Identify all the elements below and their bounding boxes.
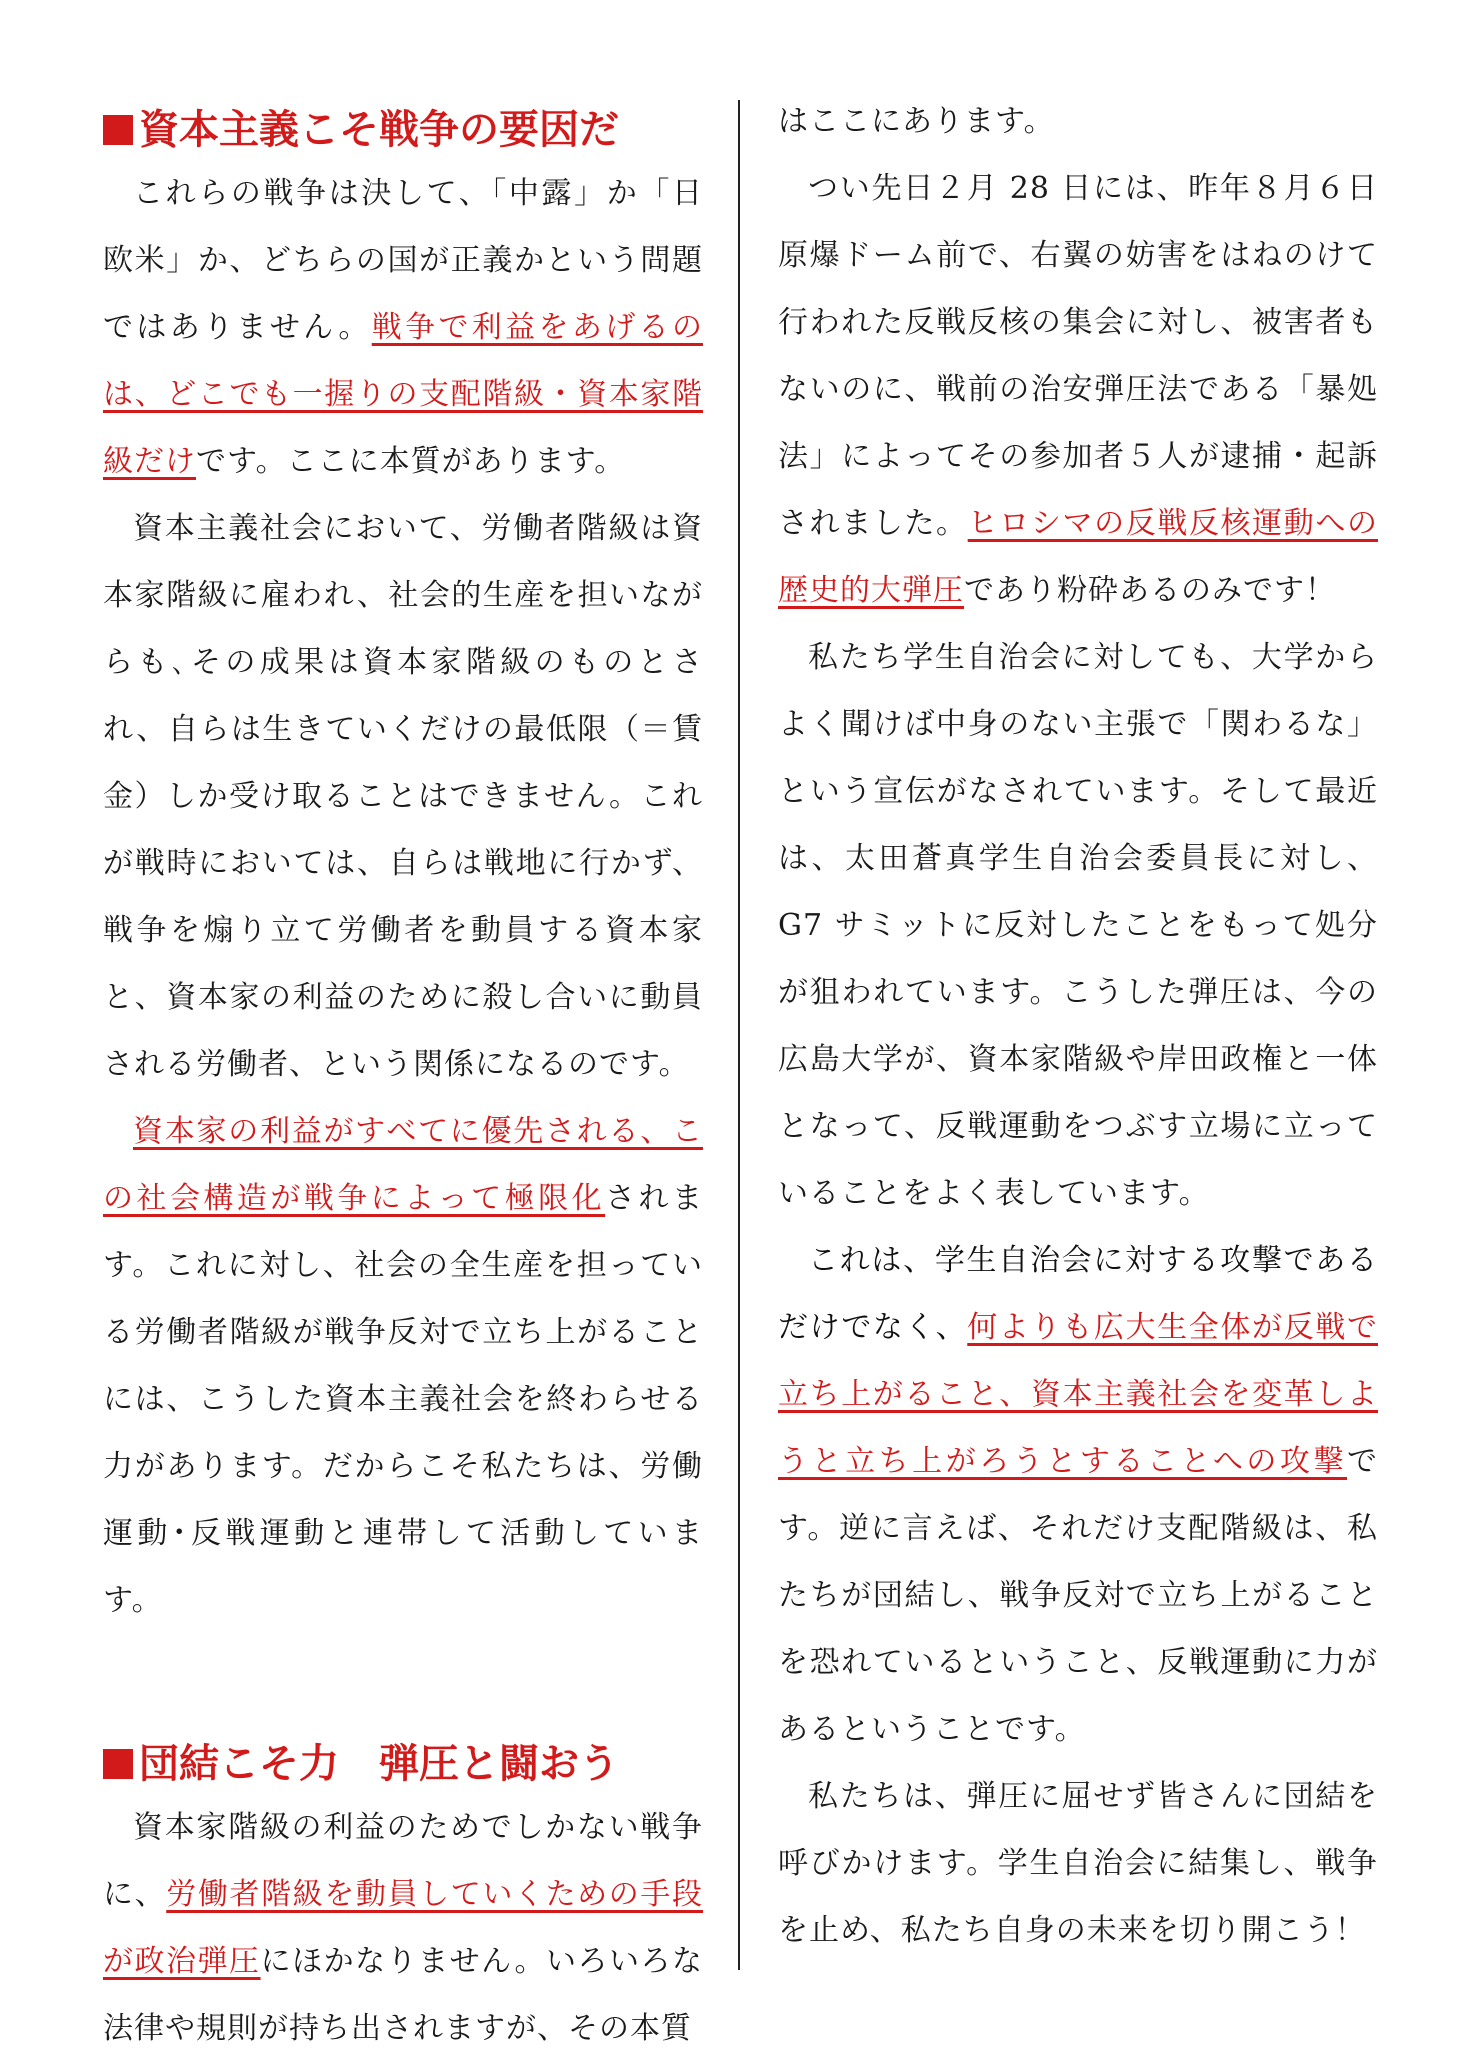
highlighted-text: 戦争で利益をあげるのは、どこでも一握りの支配階級・資本家階級だけ [103, 310, 703, 479]
paragraph: 私たちは、弾圧に屈せず皆さんに団結を呼びかけます。学生自治会に結集し、戦争を止め、私たち自身の未来を切り開こう！ [778, 1779, 1378, 1948]
para-text: これは、学生自治会に対する攻撃であるだけでなく、 [778, 1243, 1378, 1345]
para-text: 資本家階級の利益のためでしかない戦争に、 [103, 1810, 703, 1912]
highlighted-text: 労働者階級を動員していくための手段が政治弾圧 [103, 1877, 704, 1979]
paragraph: 私たち学生自治会に対しても、大学からよく聞けば中身のない主張で「関わるな」という宣伝がなされています。そして最近は、太田蒼真学生自治会委員長に対し、G7 サミットに反対したことをもって処分が狙われています。こうした弾圧は、今の広島大学が、資本家階級や岸田政権と一体となって、反戦運動をつぶす立場に立っていることをよく表しています。 [778, 640, 1378, 1211]
paragraph [103, 1098, 703, 1634]
left-column [103, 100, 703, 2062]
column-divider [738, 100, 740, 1970]
para-text: されます。これに対し、社会の全生産を担っている労働者階級が戦争反対で立ち上がることには、こうした資本主義社会を終わらせる力があります。だからこそ私たちは、労働運動･反戦運動と連帯して活動しています。 [103, 1181, 704, 1618]
paragraph: はここにあります。 [778, 104, 1055, 139]
highlighted-text: 何よりも広大生全体が反戦で立ち上がること、資本主義社会を変革しようと立ち上がろうとすることへの攻撃 [778, 1310, 1378, 1479]
para-text: です。逆に言えば、それだけ支配階級は、私たちが団結し、戦争反対で立ち上がることを恐れているということ、反戦運動に力があるということです。 [778, 1444, 1378, 1747]
section-heading-unity [103, 1734, 703, 1794]
paragraph: 資本主義社会において、労働者階級は資本家階級に雇われ、社会的生産を担いながらも､その成果は資本家階級のものとされ、自らは生きていくだけの最低限（＝賃金）しか受け取ることはできません。これが戦時においては、自らは戦地に行かず、戦争を煽り立て労働者を動員する資本家と、資本家の利益のために殺し合いに動員される労働者、という関係になるのです。 [103, 511, 703, 1082]
para-text: つい先日２月 28 日には、昨年８月６日原爆ドーム前で、右翼の妨害をはねのけて行われた反戦反核の集会に対し、被害者もないのに、戦前の治安弾圧法である「暴処法」によってその参加者５人が逮捕・起訴されました。 [778, 171, 1378, 541]
highlighted-text: ヒロシマの反戦反核運動への歴史的大弾圧 [778, 506, 1379, 608]
square-bullet-icon [103, 1749, 133, 1779]
heading-text: 資本主義こそ戦争の要因だ [139, 107, 619, 153]
heading-text: 団結こそ力 弾圧と闘おう [139, 1741, 619, 1787]
right-column [778, 88, 1378, 1964]
para-text: これらの戦争は決して、「中露」か「日欧米」か、どちらの国が正義かという問題ではありません。 [103, 176, 703, 345]
para-text: にほかなりません。いろいろな法律や規則が持ち出されますが、その本質 [103, 1944, 703, 2046]
highlighted-text: 資本家の利益がすべてに優先される、この社会構造が戦争によって極限化 [103, 1114, 703, 1216]
paragraph [103, 1794, 703, 2062]
para-text: であり粉砕あるのみです！ [964, 573, 1336, 608]
section-spacer [103, 1634, 703, 1734]
section-heading-capitalism [103, 100, 703, 160]
paragraph [778, 1227, 1378, 1763]
paragraph [778, 155, 1378, 624]
paragraph [103, 160, 703, 495]
para-text: です。ここに本質があります。 [196, 444, 626, 479]
square-bullet-icon [103, 115, 133, 145]
